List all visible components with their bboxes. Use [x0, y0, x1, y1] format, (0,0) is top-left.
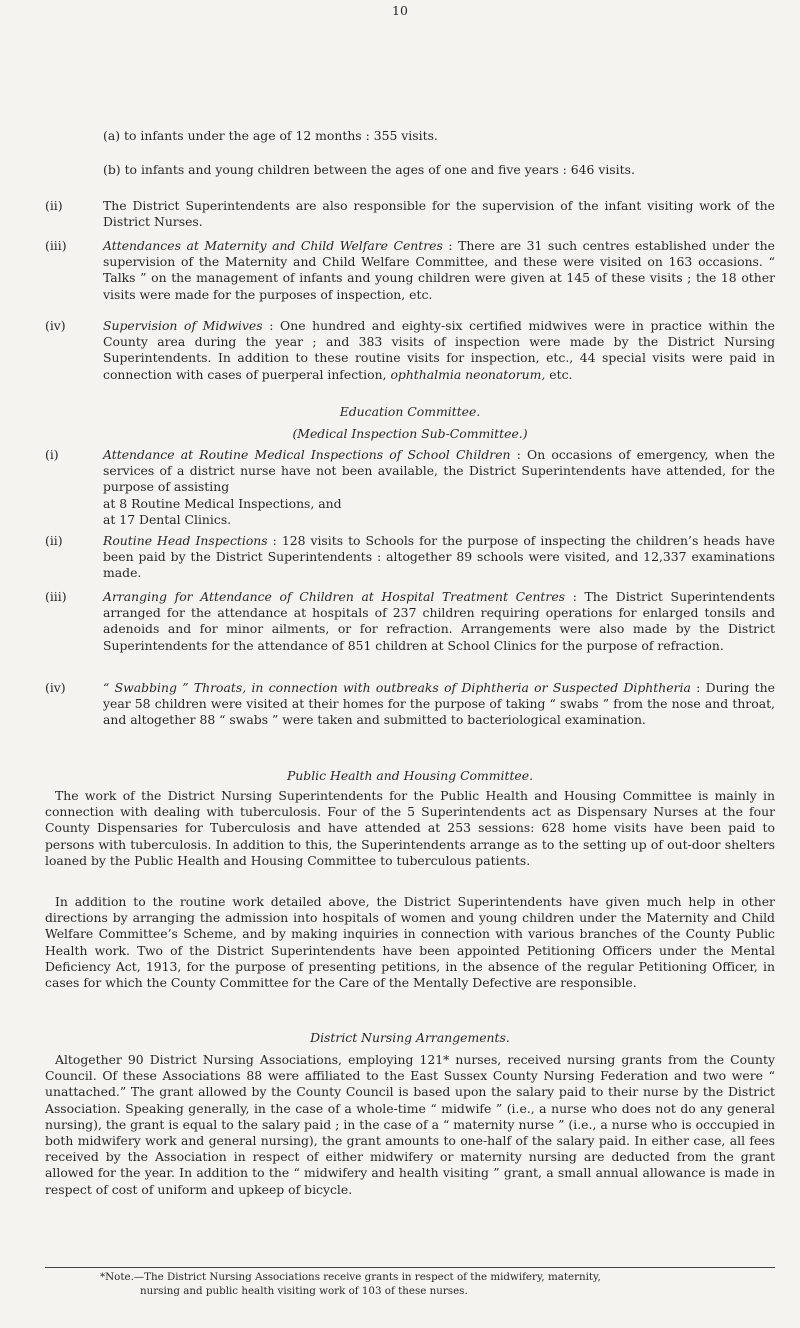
item-line-inspections: at 8 Routine Medical Inspections, and — [103, 495, 342, 511]
item-marker: (ii) — [45, 533, 63, 548]
sub-item-a-label: (a) — [103, 128, 121, 143]
item-text: : One hundred and eighty-six certified midwives were in practice within the County area during the year ; and 383 visits of inspection were made by the District Nursing Superintendents. In addition to these routine visits for inspection, etc., 44 special visits were paid in connection with cases of puerperal infection, — [103, 318, 775, 382]
list-item-ii-head-inspections — [45, 533, 775, 582]
list-item-iv-swabbing — [45, 680, 775, 729]
sub-item-a-text: to infants under the age of 12 months : 355 visits. — [124, 128, 438, 143]
item-text: The District Superintendents are also responsible for the supervision of the infant visiting work of the District Nurses. — [103, 198, 775, 230]
footnote — [100, 1270, 760, 1298]
item-text: : The District Superintendents arranged for the attendance at hospitals of 237 children requiring operations for enlarged tonsils and adenoids and for minor ailments, or for refraction. Arrangements were also made by the District Superintendents for the attendance of 851 children at School Clinics for the purpose of refraction. — [103, 589, 775, 653]
item-title: Attendance at Routine Medical Inspections of School Children — [103, 447, 511, 462]
item-text-end: etc. — [549, 366, 573, 382]
district-nursing-heading: District Nursing Arrangements. — [310, 1030, 510, 1045]
item-marker: (iii) — [45, 238, 67, 253]
item-marker: (i) — [45, 447, 59, 462]
item-text: : On occasions of emergency, when the services of a district nurse have not been available, the District Superintendents have attended, for the purpose of assisting — [103, 447, 775, 495]
page-number: 10 — [392, 3, 408, 18]
footnote-line-2: nursing and public health visiting work of 103 of these nurses. — [140, 1285, 468, 1297]
sub-item-a — [103, 128, 775, 144]
item-text: : During the year 58 children were visited at their homes for the purpose of taking “ swabs ” from the nose and throat, and altogether 88 “ swabs ” were taken and submitted to bacteriological examination. — [103, 680, 775, 728]
sub-item-b — [103, 162, 775, 178]
item-title: Supervision of Midwives — [103, 318, 263, 333]
item-text: : 128 visits to Schools for the purpose of inspecting the children’s heads have been paid by the District Superintendents : altogether 89 schools were visited, and 12,337 examinations made. — [103, 533, 775, 581]
item-marker: (iv) — [45, 680, 66, 695]
sub-item-b-text: to infants and young children between the ages of one and five years : 646 visits. — [124, 162, 635, 177]
item-title: Arranging for Attendance of Children at Hospital Treatment Centres — [103, 589, 566, 604]
paragraph-district-nursing: Altogether 90 District Nursing Associations, employing 121* nurses, received nursing grants from the County Council. Of these Associations 88 were affiliated to the East Sussex County Nursing Federation and two were “ unattached.” The grant allowed by the County Council is based upon the salary paid to their nurse by the District Association. Speaking generally, in the case of a whole-time “ midwife ” (i.e., a nurse who does not do any general nursing), the grant is equal to the salary paid ; in the case of a “ maternity nurse ” (i.e., a nurse who is occcupied in both midwifery work and general nursing), the grant amounts to one-half of the salary paid. In either case, all fees received by the Association in respect of either midwifery or maternity nursing are deducted from the grant allowed for the year. In addition to the “ midwifery and health visiting ” grant, a small annual allowance is made in respect of cost of uniform and upkeep of bicycle. — [45, 1052, 775, 1197]
item-italic-term: ophthalmia neonatorum, — [390, 366, 546, 382]
item-marker: (iv) — [45, 318, 66, 333]
item-marker: (iii) — [45, 589, 67, 604]
footnote-rule — [45, 1267, 775, 1268]
list-item-i-routine-inspections — [45, 447, 775, 528]
footnote-line-1: *Note.—The District Nursing Associations receive grants in respect of the midwifery, maternity, — [100, 1271, 601, 1283]
list-item-iii-hospital-treatment — [45, 589, 775, 654]
list-item-iv-midwives — [45, 318, 775, 383]
education-heading: Education Committee. — [339, 404, 481, 419]
item-title: “ Swabbing ” Throats, in connection with outbreaks of Diphtheria or Suspected Diphtheria — [103, 680, 691, 695]
list-item-iii-centres — [45, 238, 775, 303]
public-health-heading: Public Health and Housing Committee. — [286, 768, 534, 783]
paragraph-additional-work: In addition to the routine work detailed above, the District Superintendents have given much help in other directions by arranging the admission into hospitals of women and young children under the Maternity and Child Welfare Committee’s Scheme, and by making inquiries in connection with various branches of the County Public Health work. Two of the District Superintendents have been appointed Petitioning Officers under the Mental Deficiency Act, 1913, for the purpose of presenting petitions, in the absence of the regular Petitioning Officer, in cases for which the County Committee for the Care of the Mentally Defective are responsible. — [45, 894, 775, 991]
sub-item-b-label: (b) — [103, 162, 121, 177]
item-text: : There are 31 such centres established under the supervision of the Maternity and Child Welfare Committee, and these were visited on 163 occasions. “ Talks ” on the management of infants and young children were given at 145 of these visits ; the 18 other visits were made for the purposes of inspection, etc. — [103, 238, 775, 302]
item-title: Attendances at Maternity and Child Welfare Centres — [103, 238, 443, 253]
medical-subheading: (Medical Inspection Sub-Committee.) — [292, 426, 528, 441]
item-line-dental: at 17 Dental Clinics. — [103, 511, 232, 527]
list-item-ii-nurses — [45, 198, 775, 230]
paragraph-public-health: The work of the District Nursing Superintendents for the Public Health and Housing Committee is mainly in connection with dealing with tuberculosis. Four of the 5 Superintendents act as Dispensary Nurses at the four County Dispensaries for Tuberculosis and have attended at 253 sessions: 628 home visits have been paid to persons with tuberculosis. In addition to this, the Superintendents arrange as to the setting up of out-door shelters loaned by the Public Health and Housing Committee to tuberculous patients. — [45, 788, 775, 868]
item-title: Routine Head Inspections — [103, 533, 268, 548]
item-marker: (ii) — [45, 198, 63, 213]
